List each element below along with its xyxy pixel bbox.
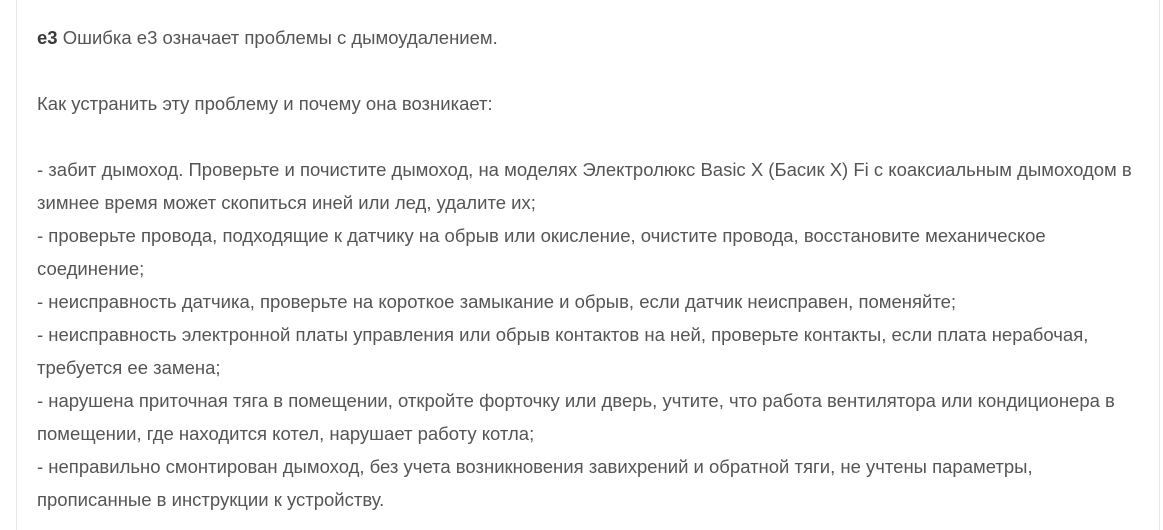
list-item: - нарушена приточная тяга в помещении, откройте форточку или дверь, учтите, что работа вентилятора или кондиционера в помещении, где находится котел, нарушает работу котла; [37, 390, 1115, 444]
error-description: Ошибка е3 означает проблемы с дымоудалением. [57, 27, 498, 48]
error-heading [37, 21, 1147, 54]
list-item: - забит дымоход. Проверьте и почистите дымоход, на моделях Электролюкс Basic X (Басик Х) Fi с коаксиальным дымоходом в зимнее время может скопиться иней или лед, удалите их; [37, 159, 1132, 213]
list-item: - неисправность датчика, проверьте на короткое замыкание и обрыв, если датчик неисправен, поменяйте; [37, 291, 957, 312]
list-item: - проверьте провода, подходящие к датчику на обрыв или окисление, очистите провода, восстановите механическое соединение; [37, 225, 1046, 279]
list-item: - неисправность электронной платы управления или обрыв контактов на ней, проверьте контакты, если плата нерабочая, требуется ее замена; [37, 324, 1089, 378]
list-item: - неправильно смонтирован дымоход, без учета возникновения завихрений и обратной тяги, не учтены параметры, прописанные в инструкции к устройству. [37, 456, 1033, 510]
article-text [37, 21, 1147, 516]
spacer [37, 120, 1147, 153]
error-code: e3 [37, 27, 58, 48]
spacer [37, 54, 1147, 87]
intro-text: Как устранить эту проблему и почему она возникает: [37, 93, 493, 114]
